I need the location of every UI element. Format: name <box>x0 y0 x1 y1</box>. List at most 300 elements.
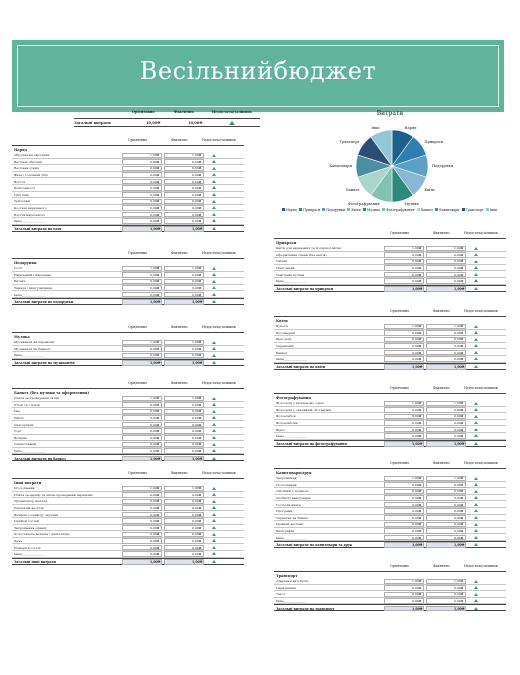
up-arrow-icon <box>474 415 478 418</box>
planned-value: 0,00₴ <box>150 173 160 178</box>
row-label: Фотоальбом <box>276 414 296 419</box>
row-label: Стіли та стільці <box>14 402 40 407</box>
actual-value: 0,00₴ <box>192 286 202 291</box>
planned-value: 0,00₴ <box>150 442 160 447</box>
legend-label: Фотографування <box>386 208 415 212</box>
row-label: Фотосесія у весільному одязі <box>276 401 324 406</box>
table-row <box>274 475 506 482</box>
actual-value: 0,00₴ <box>454 489 464 494</box>
table-row <box>274 495 506 502</box>
total-actual: 1,00₴ <box>454 606 465 611</box>
section-title: Банкет (без музики та оформлення) <box>14 390 90 395</box>
row-label: Фотоальбоми <box>276 421 298 426</box>
up-arrow-icon <box>212 429 216 432</box>
table-header <box>12 381 244 388</box>
up-arrow-icon <box>474 496 478 499</box>
planned-value: 0,00₴ <box>412 357 422 362</box>
planned-value: 0,00₴ <box>412 279 422 284</box>
row-label: Скатертини <box>14 422 34 427</box>
up-arrow-icon <box>474 279 478 282</box>
row-label: Батьки <box>14 279 26 284</box>
total-row <box>12 225 244 232</box>
up-arrow-icon <box>474 331 478 334</box>
up-arrow-icon <box>474 536 478 539</box>
row-label: Ціпі тіма <box>14 192 29 197</box>
planned-value: 0,00₴ <box>412 427 422 432</box>
table-row <box>274 488 506 495</box>
table-transport <box>274 564 506 611</box>
row-label: Інше_______________ <box>276 357 308 362</box>
row-label: Костюм нареченого <box>14 206 47 211</box>
row-label: Фотосесія у звичайній обстановці <box>276 407 332 412</box>
actual-value: 0,00₴ <box>192 219 202 224</box>
pie-label-2: Подарунки <box>432 164 454 168</box>
table-row <box>12 159 244 166</box>
up-arrow-icon <box>474 503 478 506</box>
actual-value: 0,00₴ <box>192 422 202 427</box>
expenses-pie-chart <box>274 108 506 220</box>
diff-header: Недостача/залишок <box>202 381 236 385</box>
actual-value: 0,00₴ <box>454 344 464 349</box>
planned-header: Орієнтовно <box>390 564 410 568</box>
planned-value: 0,00₴ <box>412 502 422 507</box>
table-row <box>12 285 244 292</box>
total-up-arrow-icon <box>212 300 216 303</box>
chart-title: Витрати <box>376 110 404 117</box>
section-title-row <box>274 571 506 578</box>
total-actual: 1,00₴ <box>192 361 203 366</box>
table-row <box>12 178 244 185</box>
table-row <box>12 278 244 285</box>
up-arrow-icon <box>212 449 216 452</box>
row-label: Церемонія <box>276 344 294 349</box>
up-arrow-icon <box>212 500 216 503</box>
table-header <box>12 325 244 332</box>
actual-header: Фактично <box>171 251 188 255</box>
table-header <box>274 231 506 238</box>
up-arrow-icon <box>212 341 216 344</box>
total-actual: 1,00₴ <box>192 560 203 565</box>
actual-value: 0,00₴ <box>192 532 202 537</box>
table-row <box>12 152 244 159</box>
row-label: Торт <box>14 429 22 434</box>
pie-label-0: Наряд <box>404 125 417 130</box>
table-row <box>274 252 506 259</box>
up-arrow-icon <box>474 247 478 250</box>
row-label: Оформлення сцени (без квітів) <box>276 252 327 257</box>
actual-value: 0,00₴ <box>454 337 464 342</box>
table-row <box>274 407 506 414</box>
legend-item <box>282 208 297 212</box>
legend-label: Наряд <box>286 208 297 212</box>
section-title: Канцтовари/друк <box>276 470 312 475</box>
up-arrow-icon <box>212 180 216 183</box>
up-arrow-icon <box>212 533 216 536</box>
actual-value: 0,00₴ <box>454 266 464 271</box>
actual-value: 0,00₴ <box>454 259 464 264</box>
total-planned: 1,00₴ <box>150 361 161 366</box>
pie-label-7: Канцтовари <box>329 164 352 168</box>
total-up-arrow-icon <box>474 287 478 290</box>
table-row <box>274 598 506 605</box>
total-planned: 1,00₴ <box>150 227 161 232</box>
planned-value: 1,00₴ <box>150 153 160 158</box>
legend-label: Транспорт <box>465 208 484 212</box>
up-arrow-icon <box>212 347 216 350</box>
up-arrow-icon <box>212 546 216 549</box>
row-label: Каліграфія <box>276 529 295 534</box>
total-label: Загальні витрати на канцтовари та друк <box>276 543 353 548</box>
planned-header: Орієнтовно <box>390 386 410 390</box>
legend-swatch <box>322 208 325 211</box>
actual-value: 0,00₴ <box>454 496 464 501</box>
planned-value: 0,00₴ <box>412 515 422 520</box>
diff-header: Недостача/залишок <box>464 386 498 390</box>
table-row <box>12 185 244 192</box>
table-row <box>274 413 506 420</box>
row-label: Інше_______________ <box>276 599 308 604</box>
table-row <box>274 245 506 252</box>
table-row <box>12 408 244 415</box>
total-label: Загальні витрати на музикантів <box>14 361 75 366</box>
actual-value: 0,00₴ <box>192 442 202 447</box>
actual-value: 0,00₴ <box>454 357 464 362</box>
summary-table <box>74 110 260 127</box>
diff-header: Недостача/залишок <box>464 231 498 235</box>
up-arrow-icon <box>474 253 478 256</box>
total-label: Загальні витрати на подарунки <box>14 300 74 305</box>
actual-value: 1,00₴ <box>192 396 202 401</box>
diff-header: Недостача/залишок <box>464 564 498 568</box>
actual-value: 1,00₴ <box>454 476 464 481</box>
planned-header: Орієнтовно <box>390 309 410 313</box>
planned-value: 0,00₴ <box>412 529 422 534</box>
legend-item <box>382 208 414 212</box>
legend-item <box>322 208 345 212</box>
planned-value: 0,00₴ <box>150 422 160 427</box>
actual-value: 0,00₴ <box>454 515 464 520</box>
table-row <box>12 402 244 409</box>
planned-value: 0,00₴ <box>150 409 160 414</box>
table-row <box>12 538 244 545</box>
row-label: Листівки з подякою <box>276 489 309 494</box>
up-arrow-icon <box>474 516 478 519</box>
total-row <box>274 285 506 292</box>
table-row <box>274 278 506 285</box>
planned-value: 1,00₴ <box>412 401 422 406</box>
table-row <box>12 192 244 199</box>
table-row <box>274 265 506 272</box>
legend-item <box>417 208 433 212</box>
summary-diff-header: Недостача/залишок <box>212 110 252 114</box>
table-row <box>274 482 506 489</box>
pie-label-5: Фотографування <box>347 202 380 207</box>
diff-header: Недостача/залишок <box>202 325 236 329</box>
table-foto <box>274 386 506 447</box>
row-label: Лімузини автобусів <box>276 579 308 584</box>
actual-value: 0,00₴ <box>454 535 464 540</box>
section-title-row <box>274 316 506 323</box>
actual-value: 0,00₴ <box>192 409 202 414</box>
up-arrow-icon <box>212 513 216 516</box>
total-planned: 1,00₴ <box>150 456 161 461</box>
diff-header: Недостача/залишок <box>202 471 236 475</box>
row-label: Фата / головний убір <box>14 173 48 178</box>
total-row <box>274 440 506 447</box>
planned-value: 0,00₴ <box>150 166 160 171</box>
up-arrow-icon <box>474 344 478 347</box>
row-label: Взуття нареченого <box>14 212 46 217</box>
planned-value: 0,00₴ <box>150 179 160 184</box>
up-arrow-icon <box>474 586 478 589</box>
actual-header: Фактично <box>433 309 450 313</box>
planned-value: 1,00₴ <box>150 486 160 491</box>
planned-value: 0,00₴ <box>150 416 160 421</box>
total-planned: 1,00₴ <box>412 606 423 611</box>
planned-value: 1,00₴ <box>412 324 422 329</box>
row-label: Прийом гостей <box>14 519 39 524</box>
table-row <box>12 551 244 558</box>
table-row <box>12 291 244 298</box>
up-arrow-icon <box>212 200 216 203</box>
row-label: Інше_______________ <box>14 449 46 454</box>
actual-value: 0,00₴ <box>192 539 202 544</box>
up-arrow-icon <box>474 421 478 424</box>
total-label: Загальні інші витрати <box>14 560 56 565</box>
total-up-arrow-icon <box>212 457 216 460</box>
table-header <box>12 138 244 145</box>
planned-value: 0,00₴ <box>150 272 160 277</box>
row-label: Холостяцька вечірка / дівич-вечір <box>14 532 70 537</box>
row-label: Наречений і наречена <box>14 272 51 277</box>
table-row <box>12 211 244 218</box>
section-title: Квіти <box>276 318 288 323</box>
total-actual: 1,00₴ <box>192 456 203 461</box>
actual-value: 0,00₴ <box>192 292 202 297</box>
up-arrow-icon <box>474 260 478 263</box>
section-title: Транспорт <box>276 573 298 578</box>
up-arrow-icon <box>212 487 216 490</box>
total-planned: 1,00₴ <box>150 300 161 305</box>
actual-value: 0,00₴ <box>192 179 202 184</box>
row-label: Музиканти на церемонії <box>14 340 55 345</box>
row-label: Організатор весілля <box>14 499 48 504</box>
table-row <box>274 591 506 598</box>
total-label: Загальні витрати на одяг <box>14 227 62 232</box>
up-arrow-icon <box>212 286 216 289</box>
up-arrow-icon <box>474 509 478 512</box>
actual-value: 1,00₴ <box>192 153 202 158</box>
planned-value: 0,00₴ <box>150 525 160 530</box>
row-label: Даче <box>14 539 23 544</box>
table-row <box>274 534 506 541</box>
table-row <box>12 218 244 225</box>
planned-header: Орієнтовно <box>390 231 410 235</box>
planned-value: 0,00₴ <box>150 279 160 284</box>
planned-value: 0,00₴ <box>150 552 160 557</box>
table-row <box>12 415 244 422</box>
section-title-row <box>12 145 244 152</box>
table-row <box>274 420 506 427</box>
planned-value: 0,00₴ <box>150 219 160 224</box>
table-header <box>274 309 506 316</box>
row-label: Програми <box>276 509 293 514</box>
planned-value: 0,00₴ <box>412 414 422 419</box>
actual-value: 0,00₴ <box>454 350 464 355</box>
table-row <box>274 501 506 508</box>
table-row <box>12 441 244 448</box>
table-row <box>12 518 244 525</box>
actual-value: 0,00₴ <box>454 421 464 426</box>
legend-item <box>486 208 497 212</box>
total-up-arrow-icon <box>212 227 216 230</box>
row-label: Свічки <box>276 259 288 264</box>
table-row <box>12 511 244 518</box>
planned-header: Орієнтовно <box>128 251 148 255</box>
legend-label: Музика <box>366 208 380 212</box>
table-row <box>274 258 506 265</box>
up-arrow-icon <box>212 273 216 276</box>
diff-header: Недостача/залишок <box>464 461 498 465</box>
up-arrow-icon <box>212 219 216 222</box>
legend-item <box>462 208 484 212</box>
table-kantsel <box>274 461 506 548</box>
row-label: Сервіс/чайові <box>14 442 37 447</box>
up-arrow-icon <box>474 325 478 328</box>
table-row <box>12 448 244 455</box>
actual-value: 0,00₴ <box>192 506 202 511</box>
planned-header: Орієнтовно <box>128 138 148 142</box>
section-title: Подарунки <box>14 260 37 265</box>
section-title-row <box>12 478 244 485</box>
actual-value: 0,00₴ <box>192 159 202 164</box>
table-row <box>12 395 244 402</box>
planned-header: Орієнтовно <box>128 381 148 385</box>
table-row <box>12 198 244 205</box>
table-row <box>12 346 244 353</box>
total-actual: 1,00₴ <box>454 543 465 548</box>
planned-value: 0,00₴ <box>150 429 160 434</box>
summary-header <box>74 110 260 118</box>
legend-item <box>347 208 360 212</box>
actual-header: Фактично <box>433 564 450 568</box>
row-label: Плата за проведення та ціп <box>14 396 60 401</box>
actual-value: 0,00₴ <box>454 434 464 439</box>
up-arrow-icon <box>212 410 216 413</box>
table-row <box>274 330 506 337</box>
row-label: Відео <box>276 427 285 432</box>
table-row <box>274 515 506 522</box>
total-planned: 1,00₴ <box>412 365 423 370</box>
up-arrow-icon <box>474 434 478 437</box>
total-planned: 1,00₴ <box>412 543 423 548</box>
table-row <box>12 421 244 428</box>
section-title-row <box>274 393 506 400</box>
up-arrow-icon <box>474 523 478 526</box>
planned-value: 0,00₴ <box>150 539 160 544</box>
table-row <box>274 585 506 592</box>
legend-label: Подарунки <box>326 208 346 212</box>
actual-value: 0,00₴ <box>192 192 202 197</box>
actual-header: Фактично <box>433 231 450 235</box>
up-arrow-icon <box>212 213 216 216</box>
section-title: Фотографування <box>276 395 311 400</box>
section-title-row <box>274 468 506 475</box>
table-row <box>12 265 244 272</box>
row-label: Запрошення однаку <box>14 525 47 530</box>
actual-value: 0,00₴ <box>192 353 202 358</box>
up-arrow-icon <box>212 193 216 196</box>
table-row <box>274 336 506 343</box>
row-label: Гості <box>14 266 23 271</box>
planned-value: 0,00₴ <box>150 449 160 454</box>
actual-value: 1,00₴ <box>454 401 464 406</box>
summary-planned: 10,00₴ <box>146 121 161 125</box>
actual-value: 1,00₴ <box>454 579 464 584</box>
section-title-row <box>12 388 244 395</box>
actual-value: 0,00₴ <box>192 272 202 277</box>
planned-value: 0,00₴ <box>150 435 160 440</box>
row-label: Обручка на заручини <box>14 153 50 158</box>
actual-value: 0,00₴ <box>192 212 202 217</box>
up-arrow-icon <box>212 293 216 296</box>
planned-value: 1,00₴ <box>412 579 422 584</box>
actual-header: Фактично <box>171 381 188 385</box>
actual-value: 0,00₴ <box>192 449 202 454</box>
planned-value: 0,00₴ <box>412 434 422 439</box>
total-label: Загальні витрати на квіти <box>276 365 326 370</box>
planned-value: 0,00₴ <box>412 482 422 487</box>
total-row <box>274 363 506 370</box>
actual-value: 0,00₴ <box>192 519 202 524</box>
actual-value: 0,00₴ <box>454 330 464 335</box>
total-actual: 1,00₴ <box>192 227 203 232</box>
legend-item <box>435 208 459 212</box>
row-label: Браслети <box>276 337 292 342</box>
section-title: Інші витрати <box>14 480 42 485</box>
up-arrow-icon <box>474 428 478 431</box>
planned-value: 0,00₴ <box>412 509 422 514</box>
section-title-row <box>12 332 244 339</box>
total-label: Загальні витрати на фотографування <box>276 442 347 447</box>
table-row <box>12 544 244 551</box>
up-arrow-icon <box>474 402 478 405</box>
legend-label: Прикраси <box>303 208 320 212</box>
total-planned: 1,00₴ <box>412 442 423 447</box>
row-label: Весільна сукня <box>14 166 39 171</box>
legend-label: Квіти <box>351 208 361 212</box>
pie-label-9: Інші <box>371 125 380 130</box>
up-arrow-icon <box>212 506 216 509</box>
up-arrow-icon <box>212 206 216 209</box>
diff-header: Недостача/залишок <box>464 309 498 313</box>
row-label: Банкет <box>276 350 288 355</box>
up-arrow-icon <box>212 186 216 189</box>
planned-value: 0,00₴ <box>150 512 160 517</box>
table-row <box>274 271 506 278</box>
total-up-arrow-icon <box>474 442 478 445</box>
up-arrow-icon <box>474 408 478 411</box>
table-row <box>274 578 506 585</box>
total-planned: 1,00₴ <box>150 560 161 565</box>
table-header <box>12 471 244 478</box>
planned-value: 0,00₴ <box>150 186 160 191</box>
planned-value: 0,00₴ <box>150 506 160 511</box>
row-label: Інше_______________ <box>276 535 308 540</box>
total-actual: 1,00₴ <box>454 442 465 447</box>
actual-value: 0,00₴ <box>192 279 202 284</box>
planned-value: 1,00₴ <box>150 340 160 345</box>
